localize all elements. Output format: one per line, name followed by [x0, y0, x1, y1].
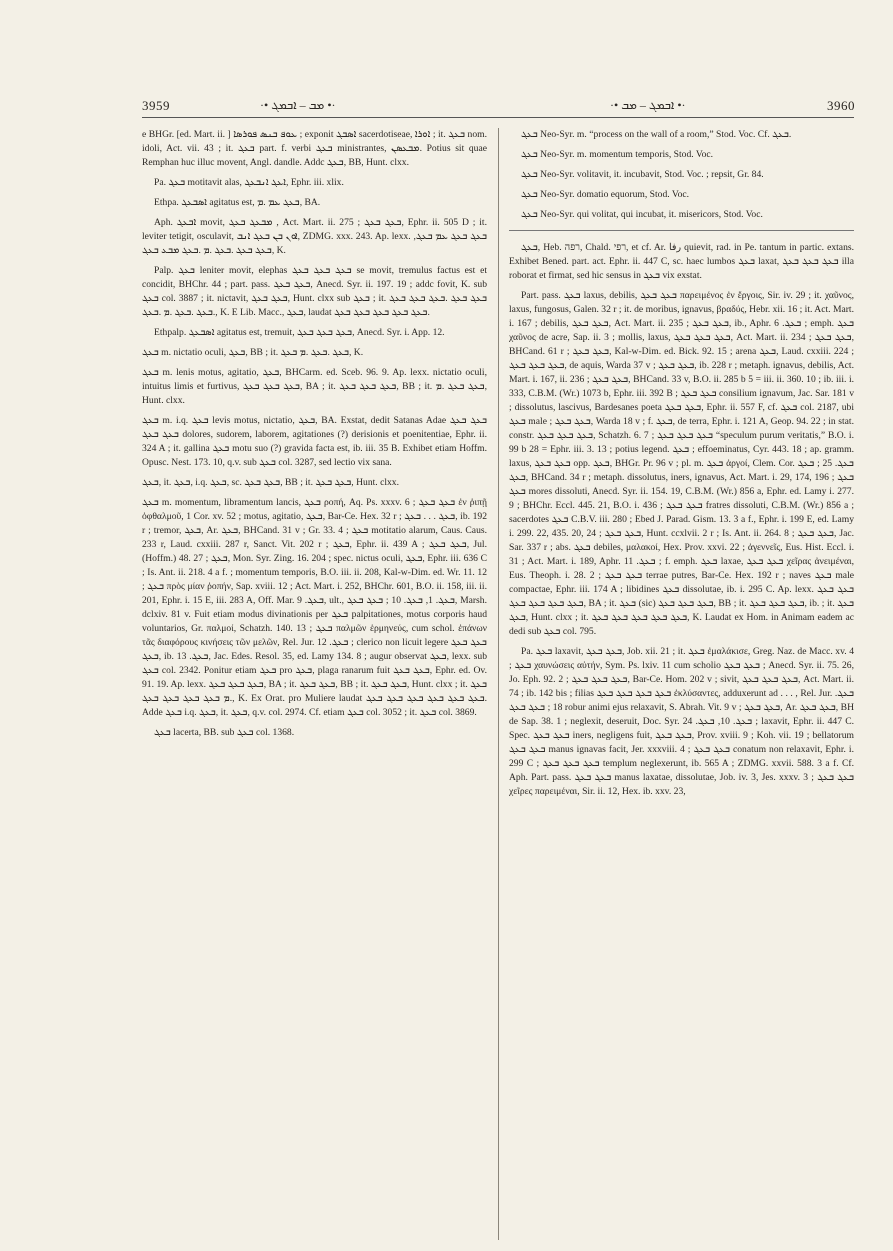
page-number-left: 3959 — [142, 98, 170, 113]
right-column-neo-syriac-entries — [509, 128, 854, 222]
dictionary-entry: Pa. ܒܥܓ motitavit alas, ܐܥܓ ܐܢܒܥܓ, Ephr. iii. xlix. — [154, 177, 344, 188]
dictionary-entry: ܒܥܓ Neo-Syr. volitavit, it. incubavit, Stod. Voc. ; repsit, Gr. 84. — [521, 169, 764, 180]
dictionary-entry: ܒܥܓ lacerta, BB. sub ܒܥܓ col. 1368. — [154, 727, 295, 738]
dictionary-entry: ܒܥܓ m. lenis motus, agitatio, ܒܥܓ, BHCarm. ed. Sceb. 96. 9. Ap. lexx. nictatio oculi, intuitus limis et furtivus, ܒܥܓ ܒܥܓ ܒܥܓ, BA ; it. ܒܥܓ ܒܥܓ ܒܥܓ, BB ; it. ܒܥܓ ܒܥܓ .ܡ, Hunt. clxx. — [142, 367, 488, 406]
header-rule — [142, 117, 854, 118]
dictionary-entry: ܒܥܓ m. nictatio oculi, ܒܥܓ, BB ; it. ܒܥܓ .ܒܥܓ .ܡ ܒܥܓ, K. — [142, 347, 364, 358]
dictionary-entry: Palp. ܒܥܓ leniter movit, elephas ܒܥܓ ܒܥܓ ܒܥܓ se movit, tremulus factus est et concidit, BHChr. 44 ; part. pass. ܒܥܓ ܒܥܓ, Anecd. Syr. ii. 197. 19 ; addc fovit, K. sub ܒܥܓ col. 3887 ; it. nictavit, ܒܥܓ ܒܥܓ, Hunt. clxx sub ܒܥܓ ; it. ܒܥܓ ܒܥܓ .ܒܥܓ ܒܥܓ ܒܥܓ .ܒܥܓ .ܒܥܓ .ܡ .ܒܥܓ, K. E Lib. Macc., ܒܥܓ, laudat ܒܥܓ ܒܥܓ ܒܥܓ ܒܥܓ ܒܥܓ. — [142, 265, 488, 318]
right-column-main-entries — [509, 241, 854, 799]
dictionary-entry: ܒܥܓ, it. ܒܥܓ, i.q. ܒܥܓ, sc. ܒܥܓ ܒܥܓ, BB ; it. ܒܥܓ ܒܥܓ, Hunt. clxx. — [142, 477, 399, 488]
dictionary-entry: ܒܥܓ, Heb. רפה, Chald. רפי, et cf. Ar. رفا quievit, rad. in Pe. tantum in partic. extans. Exhibet Bened. part. act. Ephr. ii. 447 C, sc. haec lumbos ܒܥܓ laxat, ܒܥܓ ܒܥܓ ܒܥܓ illa roborat et firmat, sed hic sensus in ܒܥܓ vix exstat. — [509, 242, 854, 281]
column-divider — [498, 128, 499, 1240]
left-column — [142, 128, 487, 746]
dictionary-entry: Ethpalp. ܐܣܒܥܓ agitatus est, tremuit, ܒܥܓ ܒܥܓ ܒܥܓ, Anecd. Syr. i. App. 12. — [154, 327, 445, 338]
dictionary-entry: ܒܥܓ m. i.q. ܒܥܓ levis motus, nictatio, ܒܥܓ, BA. Exstat, dedit Satanas Adae ܒܥܓ ܒܥܓ ܒܥܓ ܒܥܓ dolores, sudorem, laborem, agitationes (?) derisionis et poenitentiae, Ephr. ii. 324 A ; it. gallina ܒܥܓ motu suo (?) gravida facta est, ib. iii. 35 B. Exhibet etiam Hoffm. Opusc. Nest. 173. 10, q.v. sub ܒܥܓ col. 3287, sed lectio vix sana. — [142, 415, 487, 468]
dictionary-entry: ܒܥܓ Neo-Syr. m. “process on the wall of a room,” Stod. Voc. Cf. ܒܥܓ. — [521, 129, 792, 140]
dictionary-entry: Part. pass. ܒܥܓ laxus, debilis, ܒܥܓ ܒܥܓ παρειμένος ἐν ἔργοις, Sir. iv. 29 ; it. χαῦνος, laxus, fungosus, Galen. 32 r ; it. de moribus, ignavus, βραδύς, Hebr. xii. 16 ; it. Act. Mart. i. 167 ; debilis, ܒܥܓ ܒܥܓ, Act. Mart. ii. 235 ; ܒܥܓ ܒܥܓ, ib., Aphr. ܒܥܓ. 6 ; emph. ܒܥܓ χαῦνος de acre, Sap. ii. 3 ; mollis, laxus, ܒܥܓ ܒܥܓ ܒܥܓ, Act. Mart. ii. 234 ; ܒܥܓ ܒܥܓ, BHCand. 61 r ; ܒܥܓ ܒܥܓ, Kal-w-Dim. ed. Bick. 92. 15 ; arena ܒܥܓ, Laud. cxxiii. 224 ; ܒܥܓ ܒܥܓ ܒܥܓ, de aquis, Warda 37 v ; ܒܥܓ ܒܥܓ, ib. 228 r ; metaph. ignavus, debilis, Act. Mart. i. 167, ii. 236 ; ܒܥܓ ܒܥܓ, BHCand. 33 v, B.O. ii. 285 b 5 = iii. ii. 360. 10 ; ib. iii. i. 333, C.B.M. (Wr.) 1073 b, Ephr. iii. 392 B ; ܒܥܓ ܒܥܓ consilium ignavum, Jac. Sar. 181 v ; dissolutus, lascivus, Bardesanes poeta ܒܥܓ ܒܥܓ, Ephr. ii. 557 F, cf. ܒܥܓ col. 2187, ubi ܒܥܓ male ; ܒܥܓ ܒܥܓ, Warda 18 v ; f. ܒܥܓ, de terra, Ephr. i. 121 A, Geop. 94. 22 ; in stat. constr. ܒܥܓ ܒܥܓ ܒܥܓ, Schatzh. 6. 7 ; ܒܥܓ ܒܥܓ ܒܥܓ “speculum purum veritatis,” B.O. i. 99 b 28 = Ephr. iii. 3. 13 ; potius legend. ܒܥܓ ; effoeminatus, Cyr. 443. 18 ; ap. gramm. laxus, ܒܥܓ ܒܥܓ opp. ܒܥܓ, BHGr. Pr. 96 v ; pl. m. ܒܥܓ ἀργοί, Clem. Cor. ܒܥܓ. 25 ; ܒܥܓ ܒܥܓ, BHCand. 34 r ; metaph. dissolutus, iners, ignavus, Act. Mart. i. 29, 174, 196 ; ܒܥܓ ܒܥܓ mores dissoluti, Anecd. Syr. ii. 154. 19, C.B.M. (Wr.) 856 a, Ephr. ed. Lamy i. 277. 9 ; BHChr. Eccl. 445. 21, B.O. i. 436 ; ܒܥܓ ܒܥܓ fratres dissoluti, C.B.M. (Wr.) 856 a ; sacerdotes ܒܥܓ C.B.V. iii. 280 ; Ebed J. Parad. Gism. 13. 3 a f., Ephr. i. 199 E, ed. Lamy i. 299. 22, 435. 20, 24 ; ܒܥܓ ܒܥܓ, Hunt. ccxlvii. 2 r ; Is. Ant. ii. 264. 8 ; ܒܥܓ ܒܥܓ, Jac. Sar. 337 r ; abs. ܒܥܓ debiles, μαλακοί, Hex. Prov. xxvi. 22 ; ἀγεννεῖς, Eus. Hist. Eccl. i. 31 ; Act. Mart. i. 189, Aphr. ܒܥܓ. 11 ; f. emph. ܒܥܓ laxae, ܒܥܓ ܒܥܓ χεῖρας ἀνειμέναι, Eus. Theoph. i. 28. 2 ; ܒܥܓ ܒܥܓ terrae putres, Bar-Ce. Hex. 192 r ; naves ܒܥܓ male compactae, Ephr. iii. 174 A ; libidines ܒܥܓ dissolutae, ib. i. 295 C. Ap. lexx. ܒܥܓ ܒܥܓ ܒܥܓ ܒܥܓ ܒܥܓ ܒܥܓ, BA ; it. ܒܥܓ (sic) ܒܥܓ ܒܥܓ ܒܥܓ, BB ; it. ܒܥܓ ܒܥܓ ܒܥܓ, ib. ; it. ܒܥܓ ܒܥܓ, Hunt. clxx ; it. ܒܥܓ ܒܥܓ ܒܥܓ ܒܥܓ ܒܥܓ, K. Laudat ex Hom. in Animam eadem ac dedi sub ܒܥܓ col. 795. — [509, 290, 855, 637]
dictionary-entry: ܒܥܓ Neo-Syr. m. momentum temporis, Stod. Voc. — [521, 149, 714, 160]
page-number-right: 3960 — [827, 98, 855, 113]
page-header — [0, 0, 893, 120]
dictionary-entry: ܒܥܓ m. momentum, libramentum lancis, ܒܥܓ ροπή, Aq. Ps. xxxv. 6 ; ܒܥܓ ܒܥܓ ἐν ῥιπῇ ὀφθαλμοῦ, 1 Cor. xv. 52 ; motus, agitatio, ܒܥܓ, Bar-Ce. Hex. 32 r ; ܒܥܓ . . . ܒܥܓ, ib. 192 r ; tremor, ܒܥܓ, Ar. ܒܥܓ, BHCand. 31 v ; Gr. 33. 4 ; ܒܥܓ motitatio alarum, Caus. Caus. 233 r, Laud. cxxiii. 287 r, Sanct. Vit. 202 r ; ܒܥܓ, Ephr. ii. 439 A ; ܒܥܓ ܒܥܓ, Jul. (Hoffm.) 48. 27 ; ܒܥܓ, Mon. Syr. Zing. 16. 204 ; spec. nictus oculi, ܒܥܓ, Ephr. iii. 636 C ; Is. Ant. ii. 218. 4 a f. ; momentum temporis, B.O. iii. ii. 208, Kal-w-Dim. ed. Wr. 11. 12 ; ܒܥܓ πρὸς μίαν ῥοπήν, Sap. xviii. 12 ; Act. Mart. i. 252, BHChr. 601, B.O. ii. 158, iii. ii. 201, Ephr. i. 15 E, iii. 283 A, Off. Mar. ܒܥܓ. 9, ult., ܒܥܓ. 1, ܒܥܓ. 10 ; ܒܥܓ ܒܥܓ, Marsh. dclxiv. 81 v. Fuit etiam modus divinationis per ܒܥܓ palpitationes, motus corporis haud voluntarios, Gr. παλμοί, Schatzh. 140. 13 ; ܒܥܓ παλμῶν ἑρμηνεύς, cum schol. ἐπάνων τᾶς διαφόρους κινήσεις τῶν μελῶν, Rel. Jur. ܒܥܓ. 12 ; clerico non licuit legere ܒܥܓ ܒܥܓ ܒܥܓ, ib. ܒܥܓ. 13, Jac. Edes. Resol. 35, ed. Lamy 134. 8 ; augur observat ܒܥܓ, lexx. sub ܒܥܓ col. 2342. Ponitur etiam ܒܥܓ pro ܒܥܓ, plaga ranarum fuit ܒܥܓ ܒܥܓ, Ephr. ed. Ov. 91. 19. Ap. lexx. ܒܥܓ ܒܥܓ ܒܥܓ, BA ; it. ܒܥܓ ܒܥܓ, BB ; it. ܒܥܓ ܒܥܓ, Hunt. clxx ; it. ܒܥܓ .ܡ ܒܥܓ ܒܥܓ ܒܥܓ ܒܥܓ, K. Ex Orat. pro Muliere laudat ܒܥܓ ܒܥܓ ܒܥܓ ܒܥܓ ܒܥܓ ܒܥܓ. Adde ܒܥܓ i.q. ܒܥܓ, it. ܒܥܓ, q.v. col. 2974. Cf. etiam ܒܥܓ col. 3052 ; it. ܒܥܓ col. 3869. — [142, 497, 488, 718]
right-column — [509, 128, 854, 805]
dictionary-entry: e BHGr. [ed. Mart. ii. ] ܥܘܦ ܒܢܣ ܦܘܪܣܐ ; exponit ܐܣܒܓ sacerdotiseae, ܐܘܪܐ ; it. ܒܥܓ nom. idoli, Act. vii. 43 ; it. ܒܥܓ part. f. verbi ܒܥܓ ministrantes, ܡܒܥܣܢ. Potius sit quae Remphan huc illuc movent, Angl. dandle. Addc ܒܥܓ, BB, Hunt. clxx. — [142, 129, 487, 168]
running-head-right: ·• ܐܒܡܓ – ܡܒ •· — [610, 98, 686, 112]
dictionary-entry: Pa. ܒܥܓ laxavit, ܒܥܓ ܒܥܓ, Job. xii. 21 ; it. ܒܥܓ ἐμαλάκισε, Greg. Naz. de Macc. xv. 4 ; ܒܥܓ χαυνώσεις αὐτήν, Sym. Ps. lxiv. 11 cum scholio ܒܥܓ ܒܥܓ ; Anecd. Syr. ii. 75. 26, Jo. Eph. 92. 2 ; ܒܥܓ ܒܥܓ ܒܥܓ, Bar-Ce. Hom. 202 v ; sivit, ܒܥܓ ܒܥܓ ܒܥܓ, Act. Mart. ii. 74 ; ib. 142 bis ; filias ܒܥܓ ܒܥܓ ܒܥܓ ܒܥܓ ἐκλύσαντες, adduxerunt ad . . . , Rel. Jur. ܒܥܓ. 18 ; ܒܥܓ ܒܥܓ robur animi ejus relaxavit, S. Abrah. Vit. 9 v ; ܒܥܓ ܒܥܓ, Ar. ܒܥܓ ܒܥܓ, BH de Sap. 38. 1 ; neglexit, deseruit, Doc. Syr. ܒܥܓ. 10, ܒܥܓ. 24 ; laxavit, Ephr. ii. 447 C. Spec. ܒܥܓ ܒܥܓ iners, negligens fuit, ܒܥܓ ܒܥܓ, Prov. xviii. 9 ; Koh. vii. 19 ; bellatorum ܒܥܓ ܒܥܓ manus ignavas facit, Jer. xxxviii. 4 ; ܒܥܓ ܒܥܓ conatum non relaxavit, Ephr. i. 299 C ; ܒܥܓ ܒܥܓ ܒܥܓ templum neglexerunt, ib. 565 A ; ZDMG. xxvii. 588. 3 a f. Cf. Aph. Part. pass. ܒܥܓ ܒܥܓ manus laxatae, dissolutae, Job. iv. 3, Jes. xxxv. 3 ; ܒܥܓ ܒܥܓ χεῖρες παρειμέναι, Sir. ii. 12, Hex. ib. xxv. 23, — [509, 646, 855, 797]
dictionary-entry: Aph. ܐܒܥܓ movit, ܡܒܥܓ ܒܥܓ , Act. Mart. ii. 275 ; ܒܥܓ ܒܥܓ, Ephr. ii. 505 D ; it. leviter tetigit, osculavit, ܐܘܢ ܒܢ ܒܥܓ ܐܢܒ, ZDMG. xxx. 243. Ap. lexx. ܒܥܓ ܒܥܓ ܥܡ ܒܥܓ, ܒܥܓ ܒܥܓ .ܒܥܓ .ܡ .ܒܥܓ ܡܒܥ ܒܥܓ, K. — [142, 217, 487, 256]
dictionary-entry: ܒܥܓ Neo-Syr. domatio equorum, Stod. Voc. — [521, 189, 690, 200]
section-separator — [509, 230, 854, 231]
running-head-left: ·• ܡܒ – ܐܒܡܓ •· — [260, 98, 336, 112]
dictionary-entry: ܒܥܓ Neo-Syr. qui volitat, qui incubat, it. misericors, Stod. Voc. — [521, 209, 763, 220]
dictionary-entry: Ethpa. ܐܣܒܥܓ agitatus est, ܒܥܓ ܥܡ .ܡ, BA. — [154, 197, 321, 208]
